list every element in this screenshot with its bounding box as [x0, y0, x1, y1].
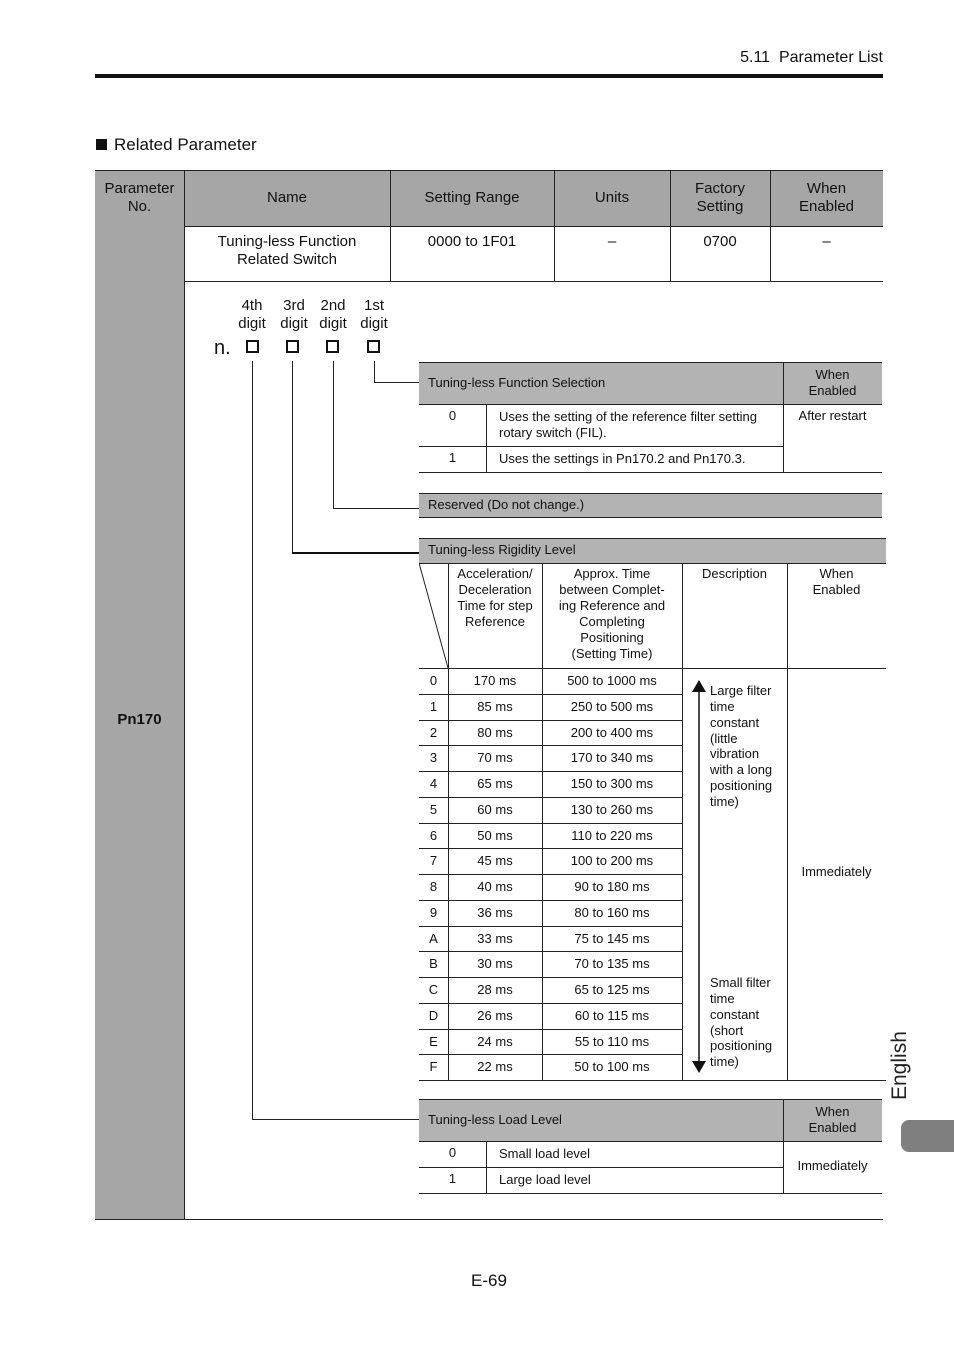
divider — [419, 446, 783, 447]
rigidity-row-value: 4 — [429, 776, 438, 792]
divider — [419, 900, 682, 901]
digit-label-3rd: 3rd digit — [280, 297, 308, 332]
divider — [184, 170, 185, 226]
rigidity-row-value: D — [428, 1007, 439, 1023]
load-level-title: Tuning-less Load Level — [428, 1112, 562, 1127]
rigidity-row-value: 9 — [429, 904, 438, 920]
rigidity-row-value: F — [429, 1059, 438, 1075]
header-setting-range: Setting Range — [424, 189, 520, 206]
rigidity-row-settle: 90 to 180 ms — [574, 879, 650, 895]
function-selection-value: 0 — [448, 408, 457, 423]
divider — [419, 823, 682, 824]
divider — [419, 404, 882, 405]
header-param-no: Parameter No. — [104, 180, 175, 215]
rigidity-row-accel: 33 ms — [477, 930, 513, 946]
leader-line-4th — [252, 361, 253, 1120]
side-tab-label: English — [888, 1031, 911, 1100]
rigidity-row-settle: 110 to 220 ms — [571, 827, 653, 843]
rigidity-row-settle: 100 to 200 ms — [570, 853, 654, 869]
description-small-filter: Small filter time constant (short positioning time) — [710, 975, 773, 1070]
rigidity-row-accel: 50 ms — [477, 827, 513, 843]
setting-range: 0000 to 1F01 — [427, 233, 517, 250]
rigidity-row-accel: 70 ms — [477, 750, 513, 766]
rigidity-row-settle: 130 to 260 ms — [570, 801, 654, 817]
units: – — [607, 233, 617, 250]
digit-box-1st — [367, 340, 380, 353]
rigidity-row-settle: 65 to 125 ms — [574, 982, 650, 998]
divider — [419, 1080, 886, 1081]
rigidity-row-value: A — [429, 930, 438, 946]
function-selection-desc: Uses the settings in Pn170.2 and Pn170.3. — [499, 451, 746, 466]
section-header: 5.11 Parameter List — [740, 49, 883, 66]
rigidity-title: Tuning-less Rigidity Level — [428, 542, 576, 557]
rigidity-col-description: Description — [701, 566, 768, 581]
divider — [419, 874, 682, 875]
function-selection-when: After restart — [798, 408, 867, 423]
load-level-value: 0 — [448, 1145, 457, 1160]
header-rule — [95, 74, 883, 78]
rigidity-row-value: 1 — [429, 698, 438, 714]
digit-label-2nd: 2nd digit — [319, 297, 347, 332]
rigidity-row-value: B — [429, 956, 438, 972]
leader-line-3rd — [292, 552, 419, 554]
function-selection-desc: Uses the setting of the reference filter setting rotary switch (FIL). — [499, 409, 757, 441]
digit-box-4th — [246, 340, 259, 353]
rigidity-row-accel: 22 ms — [477, 1059, 513, 1075]
digit-label-1st: 1st digit — [360, 297, 388, 332]
rigidity-row-accel: 60 ms — [477, 801, 513, 817]
page-number: E-69 — [471, 1271, 507, 1290]
leader-line-2nd — [333, 508, 419, 509]
rigidity-row-accel: 28 ms — [477, 982, 513, 998]
header-when-enabled: When Enabled — [798, 180, 855, 215]
divider — [184, 281, 883, 282]
rigidity-row-settle: 170 to 340 ms — [570, 750, 654, 766]
rigidity-row-settle: 70 to 135 ms — [574, 956, 650, 972]
rigidity-row-settle: 75 to 145 ms — [574, 930, 650, 946]
rigidity-row-value: 2 — [429, 724, 438, 740]
load-level-when: Immediately — [797, 1158, 868, 1173]
divider — [184, 226, 185, 1219]
rigidity-row-settle: 250 to 500 ms — [570, 698, 654, 714]
divider — [419, 472, 882, 473]
digit-box-2nd — [326, 340, 339, 353]
description-large-filter: Large filter time constant (little vibration with a long positioning time) — [710, 683, 773, 810]
side-tab-marker[interactable] — [901, 1120, 954, 1152]
digit-label-4th: 4th digit — [238, 297, 266, 332]
rigidity-row-value: E — [429, 1033, 438, 1049]
load-level-desc: Small load level — [499, 1146, 591, 1161]
load-level-value: 1 — [448, 1171, 457, 1186]
rigidity-col-accel: Acceleration/ Deceleration Time for step Reference — [457, 566, 533, 629]
leader-line-4th — [252, 1119, 419, 1120]
rigidity-row-value: 7 — [429, 853, 438, 869]
header-units: Units — [594, 189, 630, 206]
divider — [95, 226, 883, 227]
divider — [419, 1193, 882, 1194]
rigidity-corner-diagonal — [419, 563, 449, 669]
divider — [787, 563, 788, 1080]
param-no: Pn170 — [117, 711, 162, 728]
rigidity-row-settle: 500 to 1000 ms — [567, 673, 657, 689]
load-level-when-header: When Enabled — [808, 1104, 857, 1135]
divider — [419, 1141, 882, 1142]
load-level-desc: Large load level — [499, 1172, 591, 1187]
header-name: Name — [266, 189, 307, 206]
rigidity-row-value: 5 — [429, 801, 438, 817]
rigidity-row-settle: 200 to 400 ms — [570, 724, 654, 740]
rigidity-row-value: 3 — [429, 750, 438, 766]
rigidity-row-accel: 85 ms — [477, 698, 513, 714]
rigidity-row-value: C — [428, 982, 439, 998]
divider — [419, 797, 682, 798]
rigidity-col-approx-time: Approx. Time between Complet- ing Reference and Completing Positioning (Setting Time) — [558, 566, 666, 661]
reserved-title: Reserved (Do not change.) — [428, 497, 585, 512]
function-selection-value: 1 — [448, 450, 457, 465]
rigidity-row-accel: 24 ms — [477, 1033, 513, 1049]
divider — [419, 977, 682, 978]
section-bullet — [96, 139, 107, 150]
rigidity-row-accel: 170 ms — [473, 673, 517, 689]
rigidity-row-settle: 150 to 300 ms — [570, 776, 654, 792]
divider — [419, 1029, 682, 1030]
param-name: Tuning-less Function Related Switch — [217, 233, 357, 268]
divider — [419, 1054, 682, 1055]
rigidity-row-accel: 80 ms — [477, 724, 513, 740]
rigidity-row-accel: 30 ms — [477, 956, 513, 972]
leader-line-3rd — [292, 361, 293, 553]
rigidity-row-settle: 50 to 100 ms — [574, 1059, 650, 1075]
header-factory-setting: Factory Setting — [694, 180, 745, 215]
main-table-bottom-rule — [95, 1219, 883, 1220]
factory-setting: 0700 — [703, 233, 737, 250]
divider — [419, 771, 682, 772]
digit-prefix: n. — [214, 337, 231, 359]
divider — [419, 1167, 783, 1168]
digit-box-3rd — [286, 340, 299, 353]
rigidity-row-value: 0 — [429, 673, 438, 689]
divider — [419, 720, 682, 721]
rigidity-when-enabled: Immediately — [801, 864, 872, 879]
divider — [486, 404, 487, 472]
rigidity-col-when: When Enabled — [812, 566, 861, 597]
rigidity-row-settle: 80 to 160 ms — [574, 904, 650, 920]
rigidity-row-settle: 60 to 115 ms — [574, 1007, 650, 1023]
divider — [783, 1099, 784, 1193]
rigidity-row-accel: 40 ms — [477, 879, 513, 895]
leader-line-1st — [374, 361, 375, 382]
divider — [419, 926, 682, 927]
leader-line-1st — [374, 382, 419, 383]
when-enabled: – — [822, 233, 831, 250]
rigidity-row-value: 8 — [429, 879, 438, 895]
leader-line-2nd — [333, 361, 334, 508]
rigidity-row-accel: 26 ms — [477, 1007, 513, 1023]
divider — [419, 1003, 682, 1004]
divider — [419, 694, 682, 695]
description-arrow-icon — [690, 678, 708, 1076]
rigidity-row-accel: 45 ms — [477, 853, 513, 869]
function-selection-when-header: When Enabled — [808, 367, 857, 398]
rigidity-row-value: 6 — [429, 827, 438, 843]
rigidity-row-accel: 36 ms — [477, 904, 513, 920]
divider — [419, 848, 682, 849]
divider — [419, 951, 682, 952]
divider — [419, 745, 682, 746]
function-selection-title: Tuning-less Function Selection — [428, 375, 606, 390]
divider — [682, 563, 683, 1080]
rigidity-row-settle: 55 to 110 ms — [574, 1033, 650, 1049]
section-title: Related Parameter — [114, 135, 257, 154]
rigidity-row-accel: 65 ms — [477, 776, 513, 792]
